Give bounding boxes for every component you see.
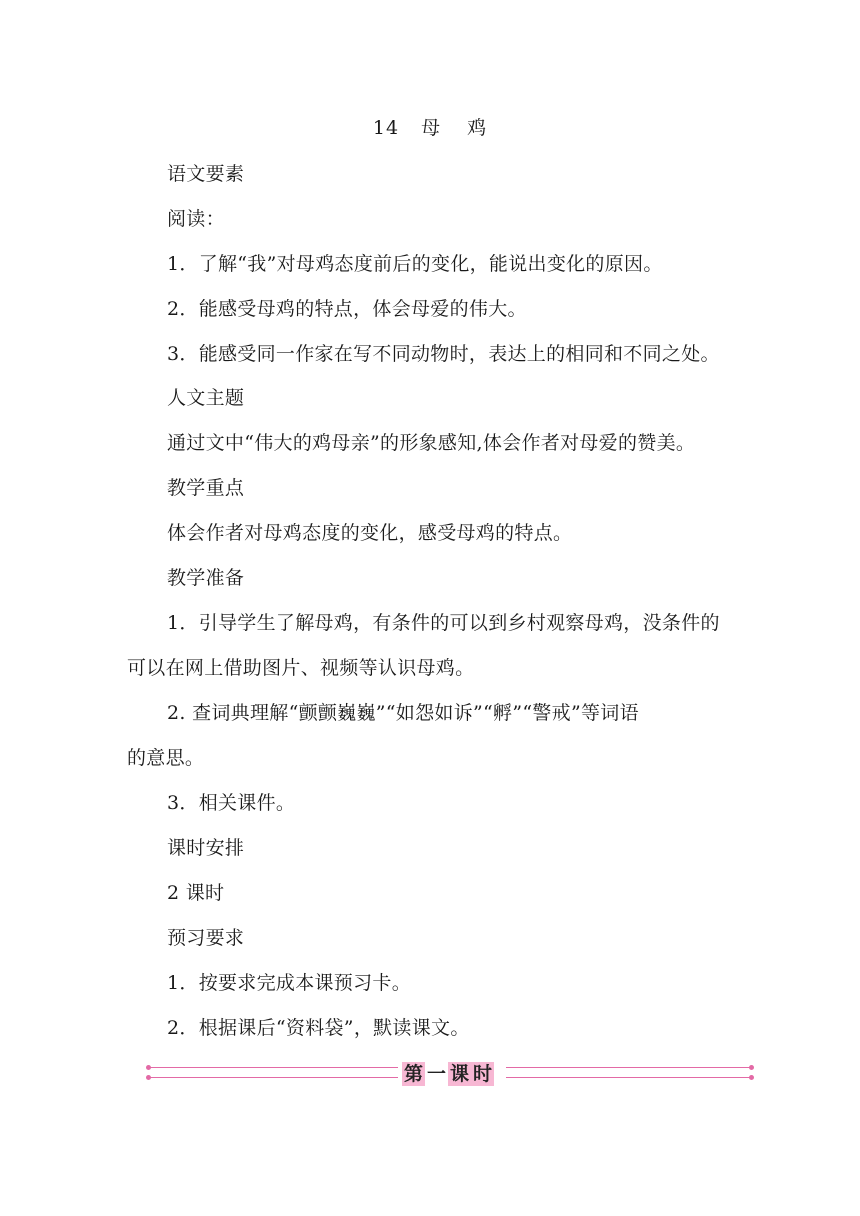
section-divider — [146, 1060, 754, 1088]
prep-item-3: 3．相关课件。 — [167, 792, 296, 814]
heading-jiaoxue-zhongdian: 教学重点 — [167, 477, 245, 499]
divider-rule-left-top — [150, 1067, 398, 1068]
yuxi-item-1: 1．按要求完成本课预习卡。 — [167, 972, 411, 994]
reading-goal-3: 3．能感受同一作家在写不同动物时，表达上的相同和不同之处。 — [167, 343, 720, 365]
badge-char-4: 时 — [473, 1063, 493, 1085]
section-badge-first-lesson — [398, 1061, 498, 1087]
badge-char-1: 第 — [404, 1063, 424, 1085]
badge-char-2: 一 — [427, 1063, 447, 1085]
lesson-title-char-1: 母 — [421, 117, 442, 139]
prep-item-1-line-2: 可以在网上借助图片、视频等认识母鸡。 — [127, 657, 475, 679]
divider-dot-right-bottom — [749, 1075, 754, 1080]
zhongdian-text: 体会作者对母鸡态度的变化，感受母鸡的特点。 — [167, 522, 573, 544]
divider-rule-right-bottom — [506, 1077, 750, 1078]
keshi-text: 2 课时 — [167, 882, 225, 904]
prep-item-2-line-2: 的意思。 — [127, 747, 205, 769]
reading-goal-2: 2．能感受母鸡的特点，体会母爱的伟大。 — [167, 298, 527, 320]
prep-item-1-line-1: 1．引导学生了解母鸡，有条件的可以到乡村观察母鸡，没条件的 — [167, 612, 720, 634]
heading-yuedu: 阅读： — [167, 208, 225, 230]
heading-jiaoxue-zhunbei: 教学准备 — [167, 567, 245, 589]
divider-dot-right-top — [749, 1065, 754, 1070]
divider-rule-right-top — [506, 1067, 750, 1068]
heading-renwen-zhuti: 人文主题 — [167, 387, 245, 409]
heading-yuxi-yaoqiu: 预习要求 — [167, 927, 245, 949]
renwen-text: 通过文中“伟大的鸡母亲”的形象感知,体会作者对母爱的赞美。 — [167, 432, 696, 454]
divider-rule-left-bottom — [150, 1077, 398, 1078]
lesson-title-char-2: 鸡 — [467, 117, 488, 139]
heading-keshi-anpai: 课时安排 — [167, 837, 245, 859]
lesson-title — [0, 116, 860, 140]
reading-goal-1: 1．了解“我”对母鸡态度前后的变化，能说出变化的原因。 — [167, 253, 663, 275]
badge-char-3: 课 — [450, 1063, 470, 1085]
heading-yuwen-yaosu: 语文要素 — [167, 163, 245, 185]
prep-item-2-line-1: 2. 查词典理解“颤颤巍巍”“如怨如诉”“孵”“警戒”等词语 — [167, 702, 639, 724]
lesson-number: 14 — [372, 117, 400, 139]
yuxi-item-2: 2．根据课后“资料袋”，默读课文。 — [167, 1017, 470, 1039]
